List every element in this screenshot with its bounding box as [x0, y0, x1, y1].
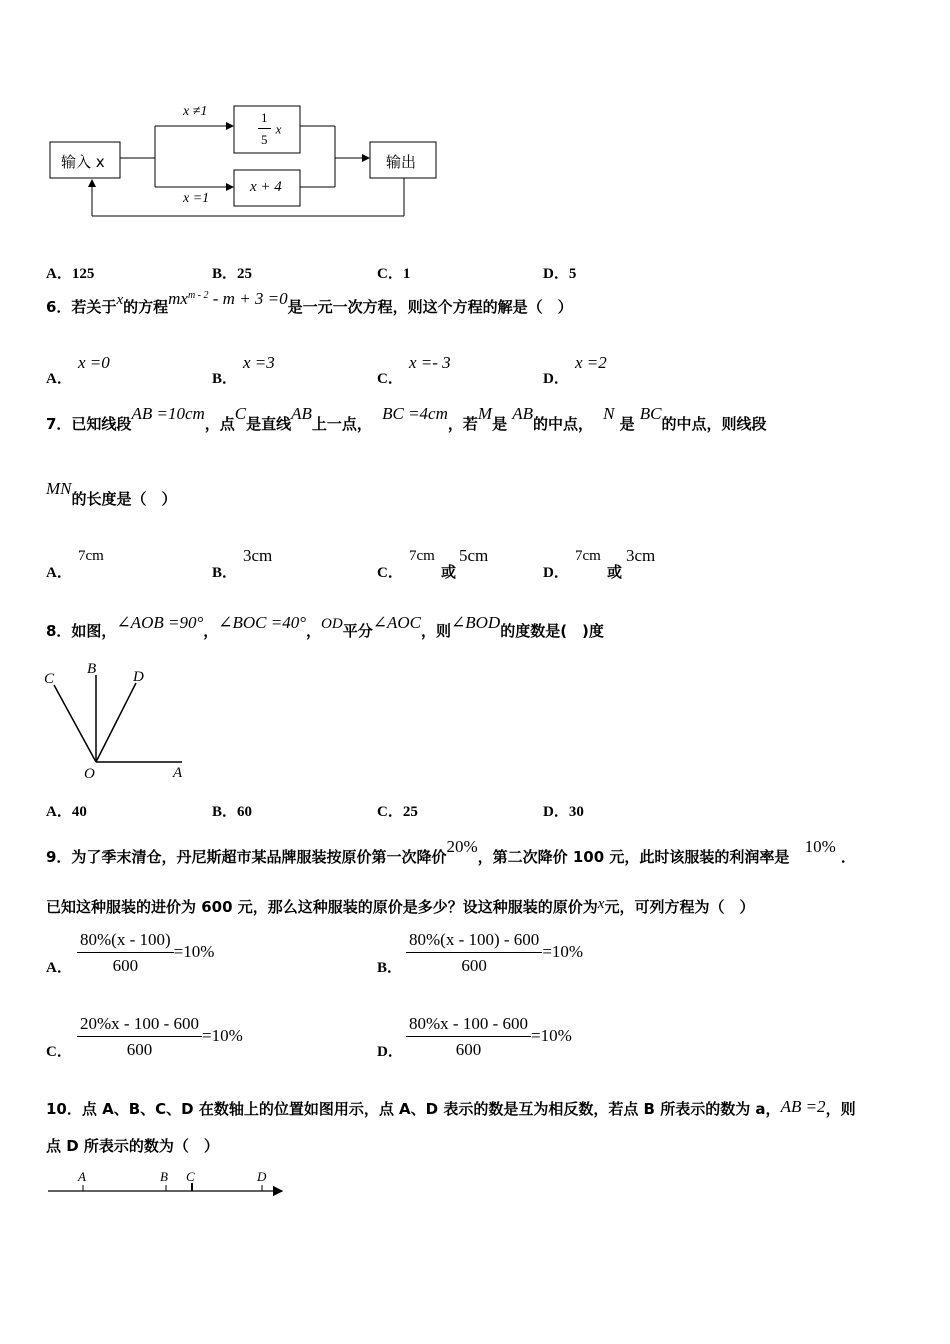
option-value: 7cm — [78, 548, 104, 564]
option[interactable]: C． — [46, 1044, 72, 1060]
option-fraction: $\frac{80\%x - 100 - 600}{600}$ =10% — [406, 1014, 572, 1060]
angle-figure-svg — [40, 655, 200, 785]
option-value: 5cm — [459, 546, 489, 565]
q10-stem-line2: 点 D 所表示的数为（ ） — [46, 1137, 219, 1155]
axis-label-C: C — [186, 1169, 195, 1184]
top-box-expression — [258, 110, 281, 148]
axis-label-A: A — [78, 1169, 86, 1184]
option-or: 或 — [441, 563, 457, 581]
branch-top-condition: x ≠1 — [183, 104, 208, 119]
option-value: x =3 — [243, 353, 275, 372]
option-fraction: $\frac{20\%x - 100 - 600}{600}$ =10% — [77, 1014, 243, 1060]
option[interactable]: A．125 — [46, 266, 95, 282]
option[interactable]: C． — [377, 371, 403, 387]
input-label: 输入 x — [61, 153, 105, 171]
option[interactable]: A． — [46, 371, 72, 387]
label-O: O — [84, 766, 95, 782]
label-B: B — [87, 661, 97, 677]
option-fraction: $\frac{80\%(x - 100) - 600}{600}$ =10% — [406, 930, 583, 976]
option-value: 3cm — [626, 546, 656, 565]
q7-stem-line2: MN的长度是（ ） — [46, 479, 177, 508]
option-value: 3cm — [243, 546, 273, 565]
label-A: A — [173, 765, 183, 781]
angle-figure — [40, 655, 200, 785]
option-value: x =2 — [575, 353, 607, 372]
fraction-denominator: 5 — [261, 132, 268, 147]
q10-stem: 10．点 A、B、C、D 在数轴上的位置如图用示，点 A、D 表示的数是互为相反数，若点 B 所表示的数为 a，AB =2，则 — [46, 1097, 856, 1118]
output-label: 输出 — [386, 153, 417, 171]
ray-OD — [96, 683, 136, 762]
option-value: 7cm — [575, 548, 601, 564]
option[interactable]: A． — [46, 565, 72, 581]
option[interactable]: C． — [377, 565, 403, 581]
option[interactable]: D． — [543, 371, 569, 387]
label-C: C — [44, 671, 55, 687]
option[interactable]: D． — [543, 565, 569, 581]
option[interactable]: C．25 — [377, 804, 418, 820]
option[interactable]: B． — [212, 565, 238, 581]
option[interactable]: D．30 — [543, 804, 584, 820]
axis-label-D: D — [257, 1169, 267, 1184]
option-value: 7cm — [409, 548, 435, 564]
q8-stem: 8．如图，∠AOB =90°，∠BOC =40°，OD平分∠AOC，则∠BOD的度数是( )度 — [46, 613, 604, 640]
option[interactable]: B．25 — [212, 266, 253, 282]
option[interactable]: D．5 — [543, 266, 577, 282]
number-line-svg — [44, 1165, 294, 1200]
bottom-box-expression: x + 4 — [250, 179, 282, 195]
option[interactable]: B． — [377, 960, 403, 976]
q6-stem: 6．若关于x的方程$mx^{m - 2} - m + 3 =0$是一元一次方程，则这个方程的解是（ ） — [46, 289, 573, 316]
q9-stem: 9．为了季末清仓，丹尼斯超市某品牌服装按原价第一次降价20%，第二次降价 100 元，此时该服装的利润率是 10% ． — [46, 837, 856, 866]
top-box-var: x — [275, 121, 282, 137]
number-line — [44, 1165, 294, 1200]
option-value: x =0 — [78, 353, 110, 372]
option[interactable]: A．40 — [46, 804, 87, 820]
flowchart — [40, 98, 450, 223]
option[interactable]: B． — [212, 371, 238, 387]
q9-stem-line2: 已知这种服装的进价为 600 元，那么这种服装的原价是多少？设这种服装的原价为x元，可列方程为（ ） — [46, 896, 755, 916]
option[interactable]: D． — [377, 1044, 403, 1060]
option-value: x =- 3 — [409, 353, 451, 372]
option[interactable]: B．60 — [212, 804, 253, 820]
fraction-numerator: 1 — [258, 110, 271, 129]
ray-OC — [54, 685, 96, 762]
branch-bottom-condition: x =1 — [183, 191, 210, 206]
q7-stem: 7．已知线段AB =10cm，点C是直线AB上一点， BC =4cm，若M是 AB的中点， N 是 BC的中点，则线段 — [46, 404, 767, 433]
option[interactable]: A． — [46, 960, 72, 976]
axis-label-B: B — [160, 1169, 168, 1184]
option-or: 或 — [607, 563, 623, 581]
option-fraction: $\frac{80\%(x - 100)}{600}$ =10% — [77, 930, 214, 976]
label-D: D — [133, 669, 144, 685]
option[interactable]: C．1 — [377, 266, 411, 282]
